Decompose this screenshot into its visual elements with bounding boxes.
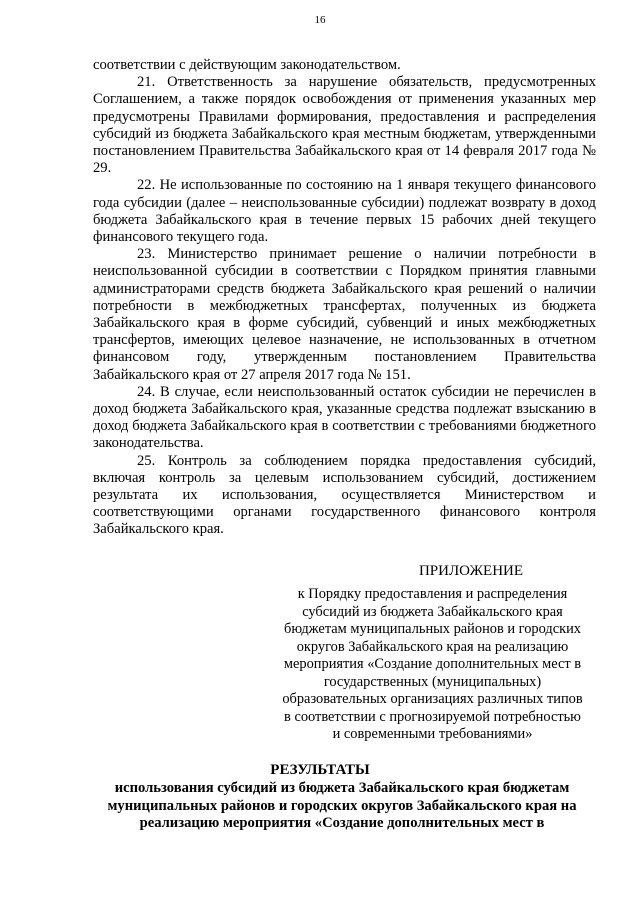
paragraph-25: 25. Контроль за соблюдением порядка предоставления субсидий, включая контроль за целевым использованием субсидий, достижением результата их использования, осуществляется Министерством и соответствующими органами государственного финансового контроля Забайкальского края. xyxy=(93,452,596,538)
results-line: муниципальных районов и городских округов Забайкальского края на xyxy=(107,797,577,814)
appendix-line: государственных (муниципальных) xyxy=(323,673,542,690)
results-subtitle xyxy=(82,780,602,833)
results-line: использования субсидий из бюджета Забайкальского края бюджетам xyxy=(114,780,570,796)
appendix-caption xyxy=(260,586,605,744)
appendix-line: образовательных организациях различных типов xyxy=(282,691,583,707)
appendix-line: субсидий из бюджета Забайкальского края xyxy=(302,603,563,620)
appendix-line: в соответствии с прогнозируемой потребностью xyxy=(284,708,581,725)
paragraph-24: 24. В случае, если неиспользованный остаток субсидии не перечислен в доход бюджета Забайкальского края, указанные средства подлежат взысканию в доход бюджета Забайкальского края в соответствии с требованиями бюджетного законодательства. xyxy=(93,383,596,452)
paragraph-22: 22. Не использованные по состоянию на 1 января текущего финансового года субсидии (далее – неиспользованные субсидии) подлежат возврату в доход бюджета Забайкальского края в течение первых 15 рабочих дней текущего финансового текущего года. xyxy=(93,177,596,246)
appendix-title: ПРИЛОЖЕНИЕ xyxy=(418,563,524,579)
results-title: РЕЗУЛЬТАТЫ xyxy=(270,762,370,778)
appendix-line: мероприятия «Создание дополнительных мест в xyxy=(283,656,582,672)
paragraph-21: 21. Ответственность за нарушение обязательств, предусмотренных Соглашением, а также порядок освобождения от применения указанных мер предусмотрены Правилами формирования, предоставления и распределения субсидий из бюджета Забайкальского края местным бюджетам, утвержденными постановлением Правительства Забайкальского края от 14 февраля 2017 года № 29. xyxy=(93,74,596,177)
appendix-line: бюджетам муниципальных районов и городских xyxy=(284,621,581,637)
appendix-line: округов Забайкальского края на реализацию xyxy=(296,638,569,655)
appendix-line: к Порядку предоставления и распределения xyxy=(297,586,568,602)
paragraph-23: 23. Министерство принимает решение о наличии потребности в неиспользованной субсидии в соответствии с Порядком принятия главными администраторами средств бюджета Забайкальского края решений о наличии потребности в межбюджетных трансфертах, полученных из бюджета Забайкальского края в форме субсидий, субвенций и иных межбюджетных трансфертов, имеющих целевое назначение, не использованных в отчетном финансовом году, утвержденным постановлением Правительства Забайкальского края от 27 апреля 2017 года № 151. xyxy=(93,246,596,383)
paragraph-continuation: соответствии с действующим законодательством. xyxy=(93,57,401,73)
results-line: реализацию мероприятия «Создание дополнительных мест в xyxy=(139,815,545,832)
appendix-line: и современными требованиями» xyxy=(332,726,533,742)
page-number: 16 xyxy=(314,14,326,26)
document-body xyxy=(93,57,596,539)
